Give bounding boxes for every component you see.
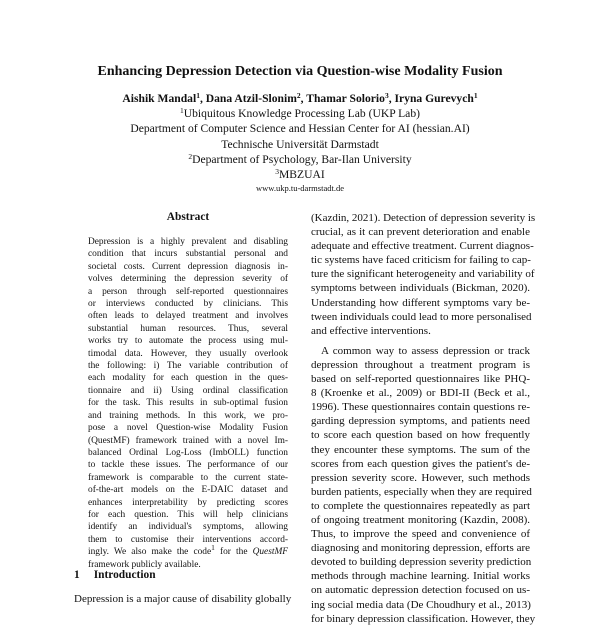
abstract-body xyxy=(88,236,288,571)
abstract-line: ingly. We also make the code$^1$ for the QuestMF xyxy=(88,543,289,558)
section-heading xyxy=(74,569,156,581)
body-line: crucial, as it can prevent deterioration and enable xyxy=(311,226,530,239)
author-list: Aishik Mandal$^1$, Dana Atzil-Slonim$^2$, Thamar Solorio$^3$, Iryna Gurevych$^1$ xyxy=(122,91,478,105)
body-line: A common way to assess depression or track xyxy=(321,344,530,357)
abstract-line: identify an individual's symptoms, allowing xyxy=(88,522,288,533)
abstract-line: often leads to delayed treatment and involves xyxy=(88,311,288,322)
abstract-line: for the task. This results in sub-optimal fusion xyxy=(88,398,288,409)
author-affil-mark: 2 xyxy=(296,91,301,100)
intro-first-line: Depression is a major cause of disability globally xyxy=(74,593,292,605)
affiliation-line: $^2$Department of Psychology, Bar-Ilan University xyxy=(188,151,412,166)
body-line: ing social media data (De Choudhury et al., 2013) xyxy=(311,598,531,611)
abstract-line: for each question. This will help clinicians xyxy=(88,509,288,520)
abstract-line: framework publicly available. xyxy=(88,559,201,570)
author-affil-mark: 1 xyxy=(473,91,478,100)
author-name: Thamar Solorio xyxy=(306,92,385,105)
abstract-line: a person through self-reported questionnaires xyxy=(88,286,288,297)
footnote-mark: 1 xyxy=(211,543,215,553)
affiliation-line: Technische Universität Darmstadt xyxy=(221,137,379,151)
abstract-line: tionnaire and ii) Using ordinal classification xyxy=(88,385,288,396)
affiliation-line: Department of Computer Science and Hessian Center for AI (hessian.AI) xyxy=(130,122,470,136)
right-column xyxy=(311,211,536,626)
body-line: (Kazdin, 2021). Detection of depression severity is xyxy=(311,212,536,224)
abstract-heading: Abstract xyxy=(166,211,210,223)
abstract-line: them to customise their interventions accord- xyxy=(88,534,288,545)
body-line: depression throughout a treatment program is xyxy=(311,358,530,371)
affil-mark: 1 xyxy=(180,106,184,115)
affiliation-line: $^3$MBZUAI xyxy=(275,167,325,182)
body-line: for binary depression classification. However, they xyxy=(311,612,536,625)
abstract-line: each modality for each question in the ques- xyxy=(88,373,288,384)
abstract-line: works try to automate the process using mul- xyxy=(88,336,288,347)
section-number: 1 xyxy=(74,569,80,581)
body-line: on automatic depression detection focused on us- xyxy=(311,584,530,597)
abstract-line: to tackle these issues. The performance of our xyxy=(88,460,288,471)
body-line: Understanding how different symptoms vary be- xyxy=(311,296,530,309)
body-line: scores from each question gives the patient's de- xyxy=(311,457,530,470)
affil-mark: 2 xyxy=(188,151,193,161)
author-affil-mark: 1 xyxy=(196,91,200,100)
abstract-line: volves determining the depression severity of xyxy=(88,274,288,285)
abstract-line: societal costs. Current depression diagnosis in- xyxy=(88,261,288,272)
body-line: diagnosing and monitoring depression, efforts are xyxy=(311,542,530,555)
body-line: garding depression symptoms, and patients need xyxy=(311,415,530,428)
body-line: they encounter these symptoms. The sum of the xyxy=(311,443,530,456)
abstract-line: (QuestMF) framework trained with a novel Im- xyxy=(88,435,288,446)
author-name: Iryna Gurevych xyxy=(394,92,474,105)
abstract-line: timodal data. However, they usually overlook xyxy=(88,348,288,359)
author-affil-mark: 3 xyxy=(384,91,389,100)
body-line: based on self-reported questionnaires like PHQ- xyxy=(311,373,530,386)
abstract-line: or interviews conducted by clinicians. This xyxy=(88,299,288,310)
abstract-line: and training methods. In this work, we pro- xyxy=(88,410,288,421)
paper-title: Enhancing Depression Detection via Question-wise Modality Fusion xyxy=(97,64,503,79)
abstract-line: of-the-art models on the E-DAIC dataset and xyxy=(88,485,288,496)
abstract-line: condition that incurs substantial personal and xyxy=(88,249,288,260)
affiliation-url: www.ukp.tu-darmstadt.de xyxy=(256,183,344,194)
body-line: Thus, to improve the speed and convenience of xyxy=(311,528,530,541)
abstract-line: substantial human resources. Thus, several xyxy=(88,323,288,334)
abstract-line: the following: i) The variable contribution of xyxy=(88,361,288,372)
author-name: Aishik Mandal xyxy=(122,92,197,105)
abstract-line: framework is comparable to the current state- xyxy=(88,472,288,483)
author-name: Dana Atzil-Slonim xyxy=(205,92,297,105)
abstract-line: enhances interpretability by predicting scores xyxy=(88,497,288,508)
affiliations xyxy=(0,106,600,195)
body-line: to score each question based on how frequently xyxy=(311,429,530,442)
body-line: tween individuals could lead to more personalised xyxy=(311,310,532,323)
abstract-line: pose a novel Question-wise Modality Fusion xyxy=(88,423,288,434)
body-line: burden patients, especially when they are required xyxy=(311,485,532,498)
body-line: ture the significant heterogeneity and variability of xyxy=(311,268,535,281)
body-line: tic systems have faced criticism for failing to cap- xyxy=(311,254,531,267)
body-line: methods through machine learning. Initial works xyxy=(311,570,530,583)
affiliation-line: $^1$Ubiquitous Knowledge Processing Lab (UKP Lab) xyxy=(180,106,420,120)
body-line: adequate and effective treatment. Current diagnos- xyxy=(311,240,534,253)
abstract-line: balanced Ordinal Log-Loss (ImbOLL) function xyxy=(88,447,288,458)
body-line: of ongoing treatment monitoring (Kazdin, 2008). xyxy=(311,513,530,526)
body-line: pression severity score. However, such methods xyxy=(311,471,530,484)
body-line: 1996). These questionnaires contain questions re- xyxy=(311,401,530,414)
affil-mark: 3 xyxy=(275,167,279,177)
body-line: devoted to building depression severity prediction xyxy=(311,556,532,569)
body-line: to complete the questionnaires repeatedly as part xyxy=(311,499,530,512)
body-line: symptoms between individuals (Bickman, 2020). xyxy=(311,282,530,295)
section-title: Introduction xyxy=(93,569,156,581)
abstract-line: Depression is a highly prevalent and disabling xyxy=(88,237,288,247)
body-line: 8 (Kroenke et al., 2009) or BDI-II (Beck et al., xyxy=(311,387,530,400)
body-line: and effective interventions. xyxy=(311,324,431,337)
